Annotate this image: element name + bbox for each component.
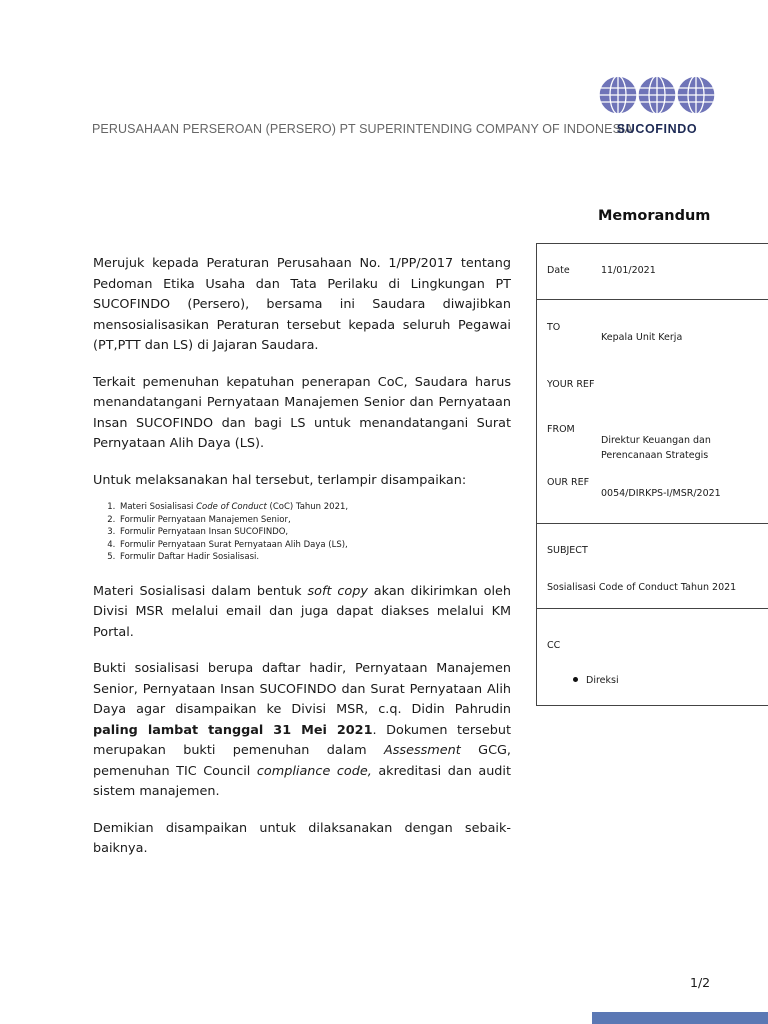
paragraph-compliance: Terkait pemenuhan kepatuhan penerapan CoC, Saudara harus menandatangani Pernyataan Manajemen Senior dan Pernyataan Insan SUCOFINDO dan bagi LS untuk menandatangani Surat Pernyataan Alih Daya (LS). [93, 374, 511, 451]
memo-title: Memorandum [598, 208, 711, 224]
page-number: 1/2 [690, 975, 711, 990]
our-ref-value: 0054/DIRKPS-I/MSR/2021 [601, 488, 721, 499]
divider [537, 705, 768, 706]
paragraph-reference: Merujuk kepada Peraturan Perusahaan No. 1/PP/2017 tentang Pedoman Etika Usaha dan Tata Perilaku di Lingkungan PT SUCOFINDO (Persero), bersama ini Saudara diwajibkan mensosialisasikan Peraturan tersebut kepada seluruh Pegawai (PT,PTT dan LS) di Jajaran Saudara. [93, 256, 511, 353]
paragraph-closing: Demikian disampaikan untuk dilaksanakan dengan sebaik-baiknya. [93, 820, 511, 856]
from-label: FROM [547, 424, 575, 435]
our-ref-label: OUR REF [547, 477, 590, 488]
list-item: 2. Formulir Pernyataan Manajemen Senior, [118, 514, 511, 527]
list-item: 5. Formulir Daftar Hadir Sosialisasi. [118, 551, 511, 564]
memo-body [93, 254, 511, 876]
list-item: 3. Formulir Pernyataan Insan SUCOFINDO, [118, 526, 511, 539]
logo-text: SUCOFINDO [616, 122, 698, 136]
paragraph-attachments-intro: Untuk melaksanakan hal tersebut, terlampir disampaikan: [93, 472, 467, 488]
date-label: Date [547, 265, 570, 276]
list-item: 4. Formulir Pernyataan Surat Pernyataan Alih Daya (LS), [118, 539, 511, 552]
divider [537, 608, 768, 609]
date-value: 11/01/2021 [601, 265, 656, 276]
company-logo [598, 70, 716, 138]
memo-info-panel [536, 243, 768, 706]
divider [537, 243, 768, 244]
to-label: TO [547, 322, 561, 333]
paragraph-deadline: Bukti sosialisasi berupa daftar hadir, Pernyataan Manajemen Senior, Pernyataan Insan SUCOFINDO dan Surat Pernyataan Alih Daya agar disampaikan ke Divisi MSR, c.q. Didin Pahrudin paling lambat tanggal 31 Mei 2021. Dokumen tersebut merupakan bukti pemenuhan dalam Assessment GCG, pemenuhan TIC Council compliance code, akreditasi dan audit sistem manajemen. [93, 661, 512, 799]
subject-value: Sosialisasi Code of Conduct Tahun 2021 [547, 582, 737, 593]
footer-bar [592, 1012, 768, 1024]
attachment-list [93, 501, 511, 564]
from-value-line2: Perencanaan Strategis [601, 450, 709, 461]
bullet-icon [573, 677, 578, 682]
list-item: 1. Materi Sosialisasi Code of Conduct (CoC) Tahun 2021, [118, 501, 511, 514]
to-value: Kepala Unit Kerja [601, 332, 683, 343]
subject-label: SUBJECT [547, 545, 588, 556]
cc-label: CC [547, 640, 561, 651]
cc-item: Direksi [573, 673, 619, 688]
your-ref-label: YOUR REF [547, 379, 595, 390]
from-value-line1: Direktur Keuangan dan [601, 435, 711, 446]
divider [537, 523, 768, 524]
divider [537, 299, 768, 300]
paragraph-distribution: Materi Sosialisasi dalam bentuk soft copy akan dikirimkan oleh Divisi MSR melalui email dan juga dapat diakses melalui KM Portal. [93, 583, 511, 640]
globe-logo-icon [598, 70, 716, 120]
company-name: PERUSAHAAN PERSEROAN (PERSERO) PT SUPERINTENDING COMPANY OF INDONESIA [92, 122, 634, 136]
